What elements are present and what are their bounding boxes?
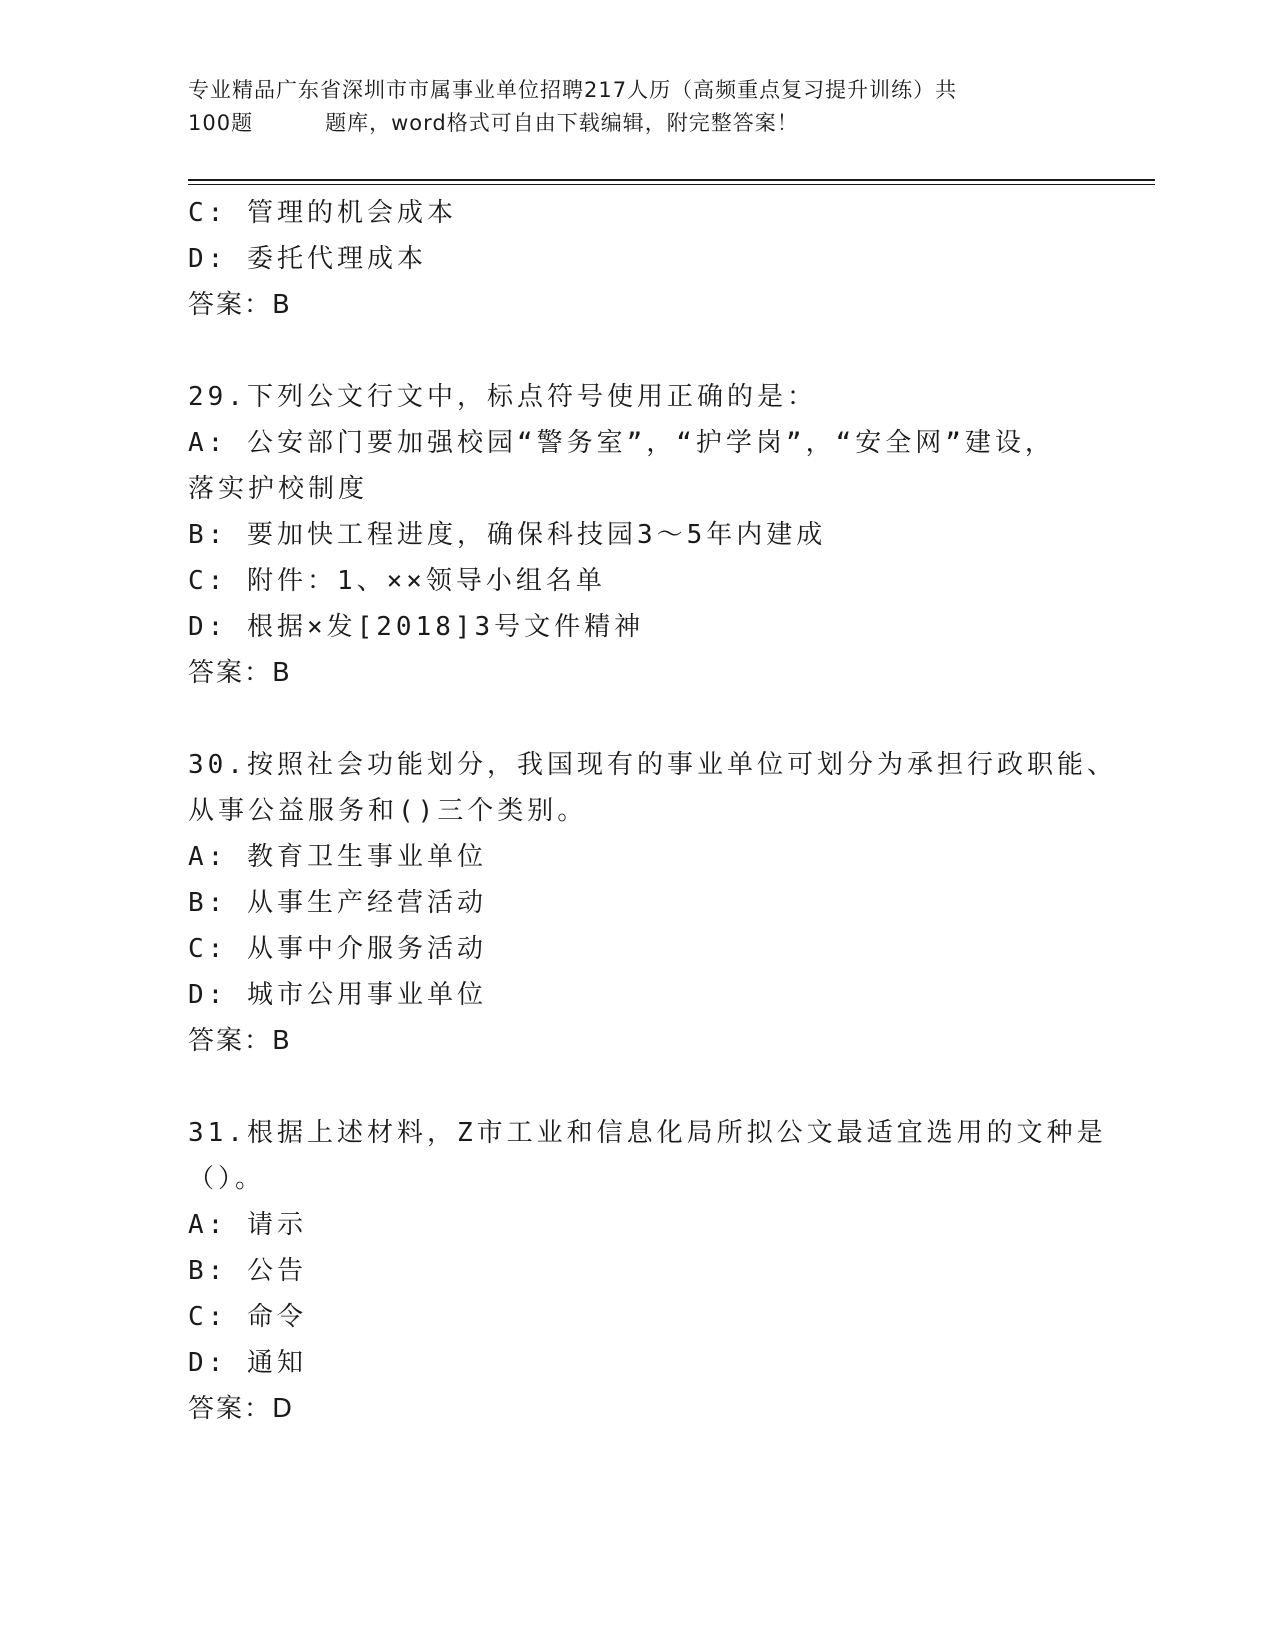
question-list [188,190,1117,1432]
option-b: B: 要加快工程进度，确保科技园3～5年内建成 [188,520,827,550]
answer-line: 答案：B [188,1026,292,1056]
option-a: A: 教育卫生事业单位 [188,842,487,872]
question-stem: 31.根据上述材料，Z市工业和信息化局所拟公文最适宜选用的文种是 [188,1118,1107,1148]
option-d: D: 根据×发[2018]3号文件精神 [188,612,645,642]
header-title-line-1: 专业精品广东省深圳市市属事业单位招聘217人历（高频重点复习提升训练）共 [188,78,958,102]
option-a: A: 请示 [188,1210,307,1240]
header-title-line-2 [188,107,1088,140]
option-d: D: 委托代理成本 [188,244,427,274]
header-subtitle: 题库，word格式可自由下载编辑，附完整答案！ [325,111,799,135]
question-stem-continued: （）。 [188,1164,266,1194]
header-question-count: 100题 [188,111,254,135]
question-block-30 [188,742,1117,1064]
option-c: C: 命令 [188,1302,307,1332]
option-c: C: 从事中介服务活动 [188,934,487,964]
answer-line: 答案：B [188,290,292,320]
option-a-continued: 落实护校制度 [188,474,369,504]
option-d: D: 通知 [188,1348,307,1378]
header-divider-thin [188,184,1155,185]
option-c: C: 管理的机会成本 [188,198,457,228]
question-stem: 29.下列公文行文中，标点符号使用正确的是： [188,382,817,412]
question-block-29 [188,374,1088,696]
option-d: D: 城市公用事业单位 [188,980,487,1010]
question-block-28 [188,190,1088,328]
document-header [188,74,1088,140]
option-c: C: 附件：1、××领导小组名单 [188,566,606,596]
question-block-31 [188,1110,1107,1432]
question-stem-continued: 从事公益服务和()三个类别。 [188,796,588,826]
answer-line: 答案：B [188,658,292,688]
option-b: B: 从事生产经营活动 [188,888,487,918]
option-b: B: 公告 [188,1256,307,1286]
option-a: A: 公安部门要加强校园“警务室”，“护学岗”，“安全网”建设， [188,428,1055,458]
header-divider [188,179,1155,181]
answer-line: 答案：D [188,1394,295,1424]
question-stem: 30.按照社会功能划分，我国现有的事业单位可划分为承担行政职能、 [188,750,1117,780]
